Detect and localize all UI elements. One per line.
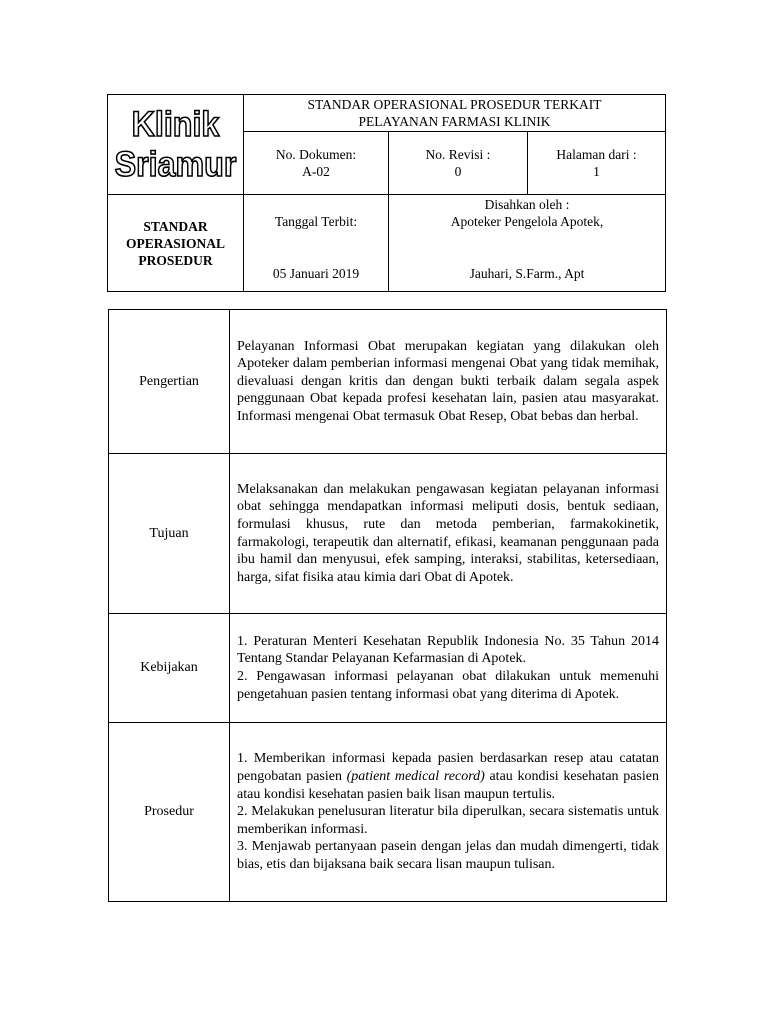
document-title (244, 95, 666, 132)
approver-name: Jauhari, S.Farm., Apt (469, 266, 585, 281)
issue-date-value: 05 Januari 2019 (272, 266, 360, 281)
logo-line-2: Sriamur (114, 144, 237, 184)
revision-label: No. Revisi : (425, 147, 491, 162)
prosedur-label: Prosedur (109, 723, 230, 902)
approved-by-label: Disahkan oleh : (484, 197, 570, 212)
prosedur-item-1-term: (patient medical record) (346, 769, 485, 785)
row-pengertian (109, 310, 667, 454)
tujuan-label: Tujuan (109, 454, 230, 614)
sop-line-3: PROSEDUR (138, 252, 213, 268)
sop-content-table (108, 309, 667, 902)
row-tujuan (109, 454, 667, 614)
sop-title-cell (108, 195, 244, 292)
kebijakan-content (230, 614, 667, 723)
sop-line-2: OPERASIONAL (125, 235, 225, 251)
prosedur-item-1-rest: atau kondisi kesehatan pasien atau kondisi kesehatan pasien baik lisan maupun tertulis. (237, 769, 659, 802)
pengertian-text: Pelayanan Informasi Obat merupakan kegiatan yang dilakukan oleh Apoteker dalam pemberian informasi mengenai Obat yang tidak memihak, dievaluasi dengan kritis dan dengan bukti terbaik dalam segala aspek penggunaan Obat kepada profesi kesehatan lain, pasien atau masyarakat. Informasi mengenai Obat termasuk Obat Resep, Obat bebas dan herbal. (237, 338, 659, 424)
document-number-label: No. Dokumen: (275, 147, 357, 162)
tujuan-text: Melaksanakan dan melakukan pengawasan kegiatan pelayanan informasi obat sehingga mendapatkan informasi meliputi dosis, bentuk sediaan, formulasi khusus, rute dan metoda pemberian, farmakokinetik, farmakologi, terapeutik dan alternatif, efikasi, keamanan penggunaan pada ibu hamil dan menyusui, efek samping, interaksi, stabilitas, ketersediaan, harga, sifat fisika atau kimia dari Obat di Apotek. (237, 481, 659, 585)
kebijakan-label: Kebijakan (109, 614, 230, 723)
sop-line-1: STANDAR (143, 218, 208, 234)
pengertian-content (230, 310, 667, 454)
revision-value: 0 (454, 164, 462, 179)
clinic-logo (108, 95, 244, 195)
prosedur-item-1-text: 1. Memberikan informasi kepada pasien berdasarkan resep atau catatan pengobatan pasien (237, 751, 659, 785)
logo-line-1: Klinik (131, 104, 220, 144)
tujuan-content (230, 454, 667, 614)
page-label: Halaman dari : (556, 147, 637, 162)
issue-date-label: Tanggal Terbit: (274, 214, 358, 229)
prosedur-item-3: 3. Menjawab pertanyaan pasein dengan jelas dan mudah dimengerti, tidak bias, etis dan bijaksana baik secara lisan maupun tulisan. (237, 839, 659, 872)
page-cell (528, 132, 666, 195)
revision-cell (389, 132, 528, 195)
approver-role: Apoteker Pengelola Apotek, (450, 214, 604, 229)
kebijakan-item-2: 2. Pengawasan informasi pelayanan obat dilakukan untuk memenuhi pengetahuan pasien tentang informasi obat yang diterima di Apotek. (237, 669, 659, 702)
title-line-1: STANDAR OPERASIONAL PROSEDUR TERKAIT (307, 97, 602, 112)
document-number-value: A-02 (302, 164, 330, 179)
prosedur-item-2: 2. Melakukan penelusuran literatur bila diperulkan, secara sistematis untuk memberikan informasi. (237, 804, 659, 837)
issue-date-cell (244, 195, 389, 292)
pengertian-label: Pengertian (109, 310, 230, 454)
title-line-2: PELAYANAN FARMASI KLINIK (358, 114, 551, 129)
row-kebijakan (109, 614, 667, 723)
document-header (107, 94, 666, 292)
prosedur-item-1 (237, 750, 659, 803)
row-prosedur (109, 723, 667, 902)
kebijakan-item-1: 1. Peraturan Menteri Kesehatan Republik Indonesia No. 35 Tahun 2014 Tentang Standar Pelayanan Kefarmasian di Apotek. (237, 633, 659, 667)
approval-cell (389, 195, 666, 292)
prosedur-content (230, 723, 667, 902)
page-value: 1 (593, 164, 600, 179)
document-number-cell (244, 132, 389, 195)
